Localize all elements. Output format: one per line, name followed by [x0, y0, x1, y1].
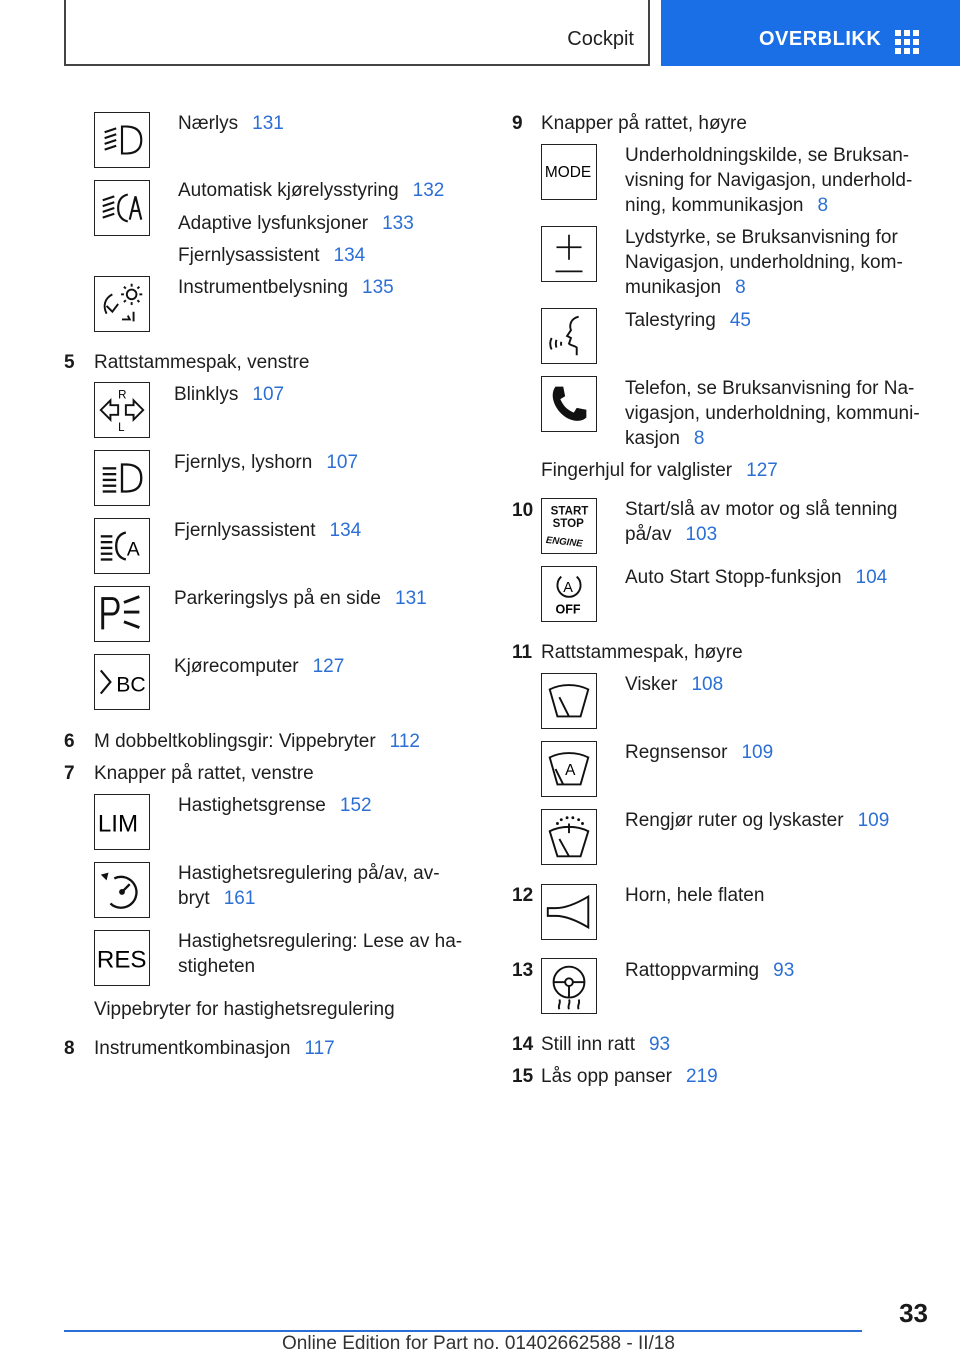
page-link[interactable]: 134: [333, 245, 366, 266]
wiper-item: Visker 108: [625, 674, 724, 695]
rain-sensor-item: Regnsensor 109: [625, 742, 774, 763]
svg-text:R: R: [118, 389, 127, 402]
item-number: 7: [64, 763, 75, 784]
item-number: 10: [512, 500, 534, 521]
turn-signal-item: Blinklys 107: [174, 384, 285, 405]
voice-control-item: Talestyring 45: [625, 310, 751, 331]
speed-limit-item: Hastighetsgrense 152: [178, 795, 372, 816]
cruise-control-icon: [94, 862, 150, 918]
svg-text:OFF: OFF: [555, 602, 581, 617]
parking-light-icon: [94, 586, 150, 642]
item-title: Rattstammespak, høyre: [541, 642, 743, 663]
footer-edition: Online Edition for Part no. 01402662588 - II/18: [282, 1333, 675, 1354]
page-link[interactable]: 112: [389, 731, 420, 752]
header-overview-tab[interactable]: [661, 0, 960, 66]
resume-speed-icon: [94, 930, 150, 986]
page-link[interactable]: 8: [693, 428, 705, 449]
onboard-computer-icon: [94, 654, 150, 710]
svg-text:ENGINE: ENGINE: [545, 534, 584, 550]
phone-item: Telefon, se Bruksanvisning for Na-: [625, 378, 915, 399]
svg-text:LIM: LIM: [97, 810, 139, 838]
turn-signal-icon: [94, 382, 150, 438]
adaptive-light-item: Adaptive lysfunksjoner 133: [178, 213, 414, 234]
resume-speed-item-line2: stigheten: [178, 956, 256, 977]
page-number: 33: [899, 1298, 928, 1328]
start-stop-line2: på/av 103: [625, 524, 718, 545]
svg-text:BC: BC: [116, 673, 146, 697]
phone-icon: [541, 376, 597, 432]
page-link[interactable]: 219: [686, 1066, 718, 1087]
svg-text:STOP: STOP: [552, 517, 584, 530]
page-link[interactable]: 117: [304, 1038, 335, 1059]
rain-sensor-icon: [541, 741, 597, 797]
phone-line2: vigasjon, underholdning, kommuni-: [625, 403, 920, 424]
volume-line3: munikasjon 8: [625, 277, 746, 298]
item-number: 13: [512, 960, 534, 981]
item-number: 15: [512, 1066, 534, 1087]
onboard-computer-item: Kjørecomputer 127: [174, 656, 345, 677]
page-link[interactable]: 93: [773, 960, 795, 981]
steering-heat-icon: [541, 958, 597, 1014]
cruise-control-item-line2: bryt 161: [178, 888, 256, 909]
auto-start-stop-icon: [541, 566, 597, 622]
low-beam-item: Nærlys 131: [178, 113, 284, 134]
auto-start-stop-item: Auto Start Stopp-funksjon 104: [625, 567, 888, 588]
header-section-box: [64, 0, 650, 66]
page-link[interactable]: 161: [223, 888, 256, 909]
auto-headlight-icon: [94, 180, 150, 236]
page-link[interactable]: 127: [312, 656, 345, 677]
hood-release-item: Lås opp panser 219: [541, 1066, 718, 1087]
grid-menu-icon: [895, 30, 921, 54]
entertainment-source-item: Underholdningskilde, se Bruksan-: [625, 145, 910, 166]
item-number: 14: [512, 1034, 534, 1055]
parking-light-item: Parkeringslys på en side 131: [174, 588, 427, 609]
page-link[interactable]: 134: [329, 520, 362, 541]
header-overview-label: OVERBLIKK: [759, 28, 882, 50]
page-link[interactable]: 108: [691, 674, 724, 695]
voice-control-icon: [541, 308, 597, 364]
page-link[interactable]: 135: [362, 277, 394, 298]
wiper-icon: [541, 673, 597, 729]
svg-text:START: START: [550, 505, 589, 518]
svg-text:A: A: [565, 761, 576, 779]
page-link[interactable]: 104: [855, 567, 888, 588]
page-link[interactable]: 107: [252, 384, 285, 405]
page-link[interactable]: 93: [648, 1034, 671, 1055]
page-link[interactable]: 132: [412, 180, 445, 201]
item-title: Knapper på rattet, høyre: [541, 113, 747, 134]
low-beam-icon: [94, 112, 150, 168]
high-beam-icon: [94, 450, 150, 506]
item-number: 12: [512, 885, 534, 906]
finger-wheel-item: Fingerhjul for valglister 127: [541, 460, 778, 481]
footer-divider: [64, 1330, 862, 1332]
high-beam-assistant-item: Fjernlysassistent 134: [174, 520, 362, 541]
volume-item: Lydstyrke, se Bruksanvisning for: [625, 227, 898, 248]
svg-text:A: A: [563, 580, 573, 597]
instrument-lighting-icon: [94, 276, 150, 332]
high-beam-assist-item: Fjernlysassistent 134: [178, 245, 366, 266]
adjust-steering-item: Still inn ratt 93: [541, 1034, 671, 1055]
page-link[interactable]: 8: [735, 277, 746, 298]
svg-text:A: A: [126, 539, 140, 561]
item-title: Rattstammespak, venstre: [94, 352, 310, 373]
page-link[interactable]: 152: [339, 795, 372, 816]
page-link[interactable]: 45: [729, 310, 751, 331]
svg-text:RES: RES: [96, 946, 147, 974]
start-stop-item: Start/slå av motor og slå tenning: [625, 499, 898, 520]
horn-icon: [541, 884, 597, 940]
item-number: 8: [64, 1038, 75, 1059]
phone-line3: kasjon 8: [625, 428, 705, 449]
svg-text:MODE: MODE: [544, 163, 592, 181]
entertainment-source-line3: ning, kommunikasjon 8: [625, 195, 829, 216]
steering-heat-item: Rattoppvarming 93: [625, 960, 795, 981]
volume-icon: [541, 226, 597, 282]
horn-item: Horn, hele flaten: [625, 885, 765, 906]
mode-button-icon: [541, 144, 597, 200]
page-link[interactable]: 103: [685, 524, 718, 545]
page-link[interactable]: 8: [817, 195, 829, 216]
page-link[interactable]: 131: [252, 113, 284, 134]
svg-text:L: L: [118, 422, 125, 435]
item-number: 9: [512, 113, 523, 134]
cruise-rocker-text: Vippebryter for hastighetsregulering: [94, 999, 395, 1020]
header-section-title: Cockpit: [567, 28, 634, 50]
page-link[interactable]: 127: [746, 460, 778, 481]
page-link[interactable]: 131: [395, 588, 427, 609]
item-number: 11: [512, 642, 533, 663]
washer-item: Rengjør ruter og lyskaster 109: [625, 810, 890, 831]
resume-speed-item: Hastighetsregulering: Lese av ha-: [178, 931, 463, 952]
entertainment-source-line2: visning for Navigasjon, underhold-: [625, 170, 913, 191]
item-number: 6: [64, 731, 75, 752]
item-title: Instrumentkombinasjon 117: [94, 1038, 335, 1059]
speed-limit-icon: [94, 794, 150, 850]
instrument-lighting-item: Instrumentbelysning 135: [178, 277, 394, 298]
item-title: Knapper på rattet, venstre: [94, 763, 314, 784]
high-beam-item: Fjernlys, lyshorn 107: [174, 452, 359, 473]
page-link[interactable]: 133: [382, 213, 414, 234]
cruise-control-item: Hastighetsregulering på/av, av-: [178, 863, 440, 884]
high-beam-assistant-icon: [94, 518, 150, 574]
page-link[interactable]: 109: [857, 810, 890, 831]
volume-line2: Navigasjon, underholdning, kom-: [625, 252, 903, 273]
auto-headlight-item: Automatisk kjørelysstyring 132: [178, 180, 445, 201]
page-link[interactable]: 107: [326, 452, 359, 473]
item-number: 5: [64, 352, 75, 373]
start-stop-engine-icon: [541, 498, 597, 554]
page-link[interactable]: 109: [741, 742, 774, 763]
washer-icon: [541, 809, 597, 865]
item-title: M dobbeltkoblingsgir: Vippebryter 112: [94, 731, 420, 752]
